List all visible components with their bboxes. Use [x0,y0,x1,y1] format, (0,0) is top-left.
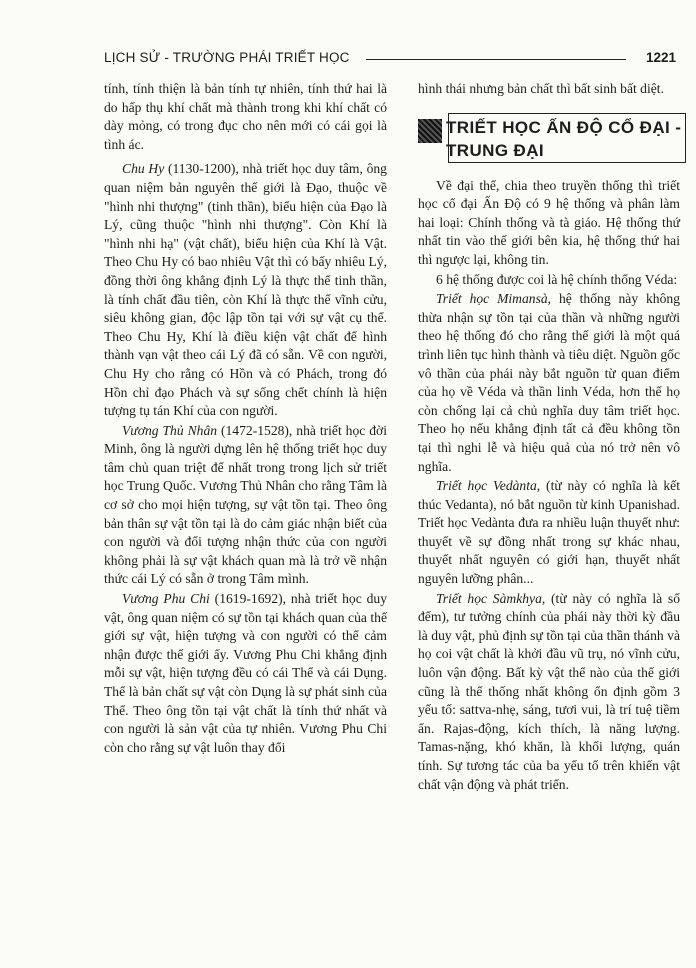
paragraph: hình thái nhưng bản chất thì bất sinh bất diệt. [418,81,664,96]
paragraph: 6 hệ thống được coi là hệ chính thống Véda: [436,271,678,287]
paragraph-text: (1130-1200), nhà triết học duy tâm, ông quan niệm bản nguyên thế giới là Đạo, thuộc về "hình nhi thượng" (tinh thần), biểu hiện của Đạo là Lý, cũng thuộc "hình nhi thượng". Còn Khí là "hình nhi hạ" (vật chất), biểu hiện của Khí là Vật. Theo Chu Hy có bao nhiêu Vật thì có bấy nhiêu Lý, đồng thời ông khẳng định Lý là thực thể tinh thần, là tính chất đầu tiên, còn Khí là thực thể vĩnh cửu, siêu không gian, độc lập tồn tại với sự vật cụ thể. Theo Chu Hy, Khí là điều kiện vật chất để hình thành vạn vật theo cái Lý đã có sẵn. Về con người, Chu Hy cho rằng có Hồn và có Phách, trong đó Hồn chỉ đạo Phách và sự sống chết chính là hiện tượng tụ tán Khí của con người. [104,161,387,419]
running-header [104,48,676,70]
person-name: Chu Hy [122,161,165,177]
paragraph-text: (1472-1528), nhà triết học đời Minh, ông là người dựng lên hệ thống triết học duy tâm chủ quan triệt để nhất trong trong lịch sử triết học Trung Quốc. Vương Thủ Nhân cho rằng Tâm là cơ sở cho mọi hiện tượng, sự vật tồn tại. Theo ông bản thân sự vật tồn tại là do cảm giác nhận biết của con người và đối tượng nhận thức của con người không phải là sự vật khách quan mà là trở về nhận thức cái Lý có sẵn ở trong Tâm mình. [104,422,387,587]
left-column [104,80,387,757]
section-heading [418,113,680,165]
section-title-line-1: TRIẾT HỌC ẤN ĐỘ CỔ ĐẠI - [446,117,682,137]
paragraph-text: (1619-1692), nhà triết học duy vật, ông quan niệm có sự tồn tại khách quan của thế giới sự vật, hiện tượng và con người có thể cảm nhận được thế giới ấy. Vương Phu Chi khẳng định mỗi sự vật, hiện tượng đều có cái Thể và cái Dụng. Thể là bản chất sự vật còn Dụng là sự phát sinh của Thể. Theo ông tồn tại vật chất là tính thứ nhất và con người là sản vật của tự nhiên. Vương Phu Chi còn cho rằng sự vật luôn thay đổi [104,591,387,755]
paragraph-vuong-phu-chi [104,590,387,757]
paragraph-vedanta [418,477,680,589]
paragraph: Về đại thể, chia theo truyền thống thì triết học cổ đại Ấn Độ có 9 hệ thống và phân làm hai loại: Chính thống và tà giáo. Hệ thống thứ nhất tin vào thế giới bên kia, hệ thống thứ hai thì ngược lại, không tin. [418,177,680,267]
paragraph-samkhya [418,590,680,795]
section-title [446,116,688,162]
school-name: Triết học Vedànta [436,478,537,494]
header-rule [366,59,626,60]
school-name: Triết học Mimansà [436,291,548,307]
paragraph-mimansa [418,290,680,476]
paragraph-vuong-thu-nhan [104,422,387,589]
page-number: 1221 [645,50,676,65]
person-name: Vương Thủ Nhân [122,422,218,438]
paragraph: tính, tính thiện là bản tính tự nhiên, tính thứ hai là do hấp thụ khí chất mà thành trong khi khí chất có dày mỏng, có trong đục cho nên mới có cái gọi là tình ác. [104,81,387,152]
paragraph-text: , (từ này có nghĩa là số đếm), tư tưởng chính của phái này thời kỳ đầu là duy vật, phủ định sự tồn tại của thần thánh và họ coi vật chất là khởi đầu vũ trụ, nó vĩnh cửu, luôn vận động. Bất kỳ vật thể nào của thế giới cũng là thể thống nhất không ổn định gồm 3 yếu tố: sattva-nhẹ, sáng, tươi vui, là trí tuệ tiềm ẩn. Rajas-động, kích thích, là năng lượng. Tamas-nặng, khó khăn, là khối lượng, quán tính. Sự tương tác của ba yếu tố trên khiến vật chất vận động và phát triển. [418,590,680,792]
right-column [418,80,680,794]
person-name: Vương Phu Chi [122,591,210,607]
paragraph-chu-hy [104,160,387,420]
running-header-title: LỊCH SỬ - TRƯỜNG PHÁI TRIẾT HỌC [104,50,350,65]
section-marker-icon [418,119,442,143]
section-title-line-2: TRUNG ĐẠI [446,140,545,160]
paragraph-text: , hệ thống này không thừa nhận sự tồn tại của thần và những người theo hệ thống đó cho rằng thế giới là một quá trình liên tục hình thành và tiêu diệt. Nguồn gốc vô thần của phái này bắt nguồn từ quan điểm của họ về Véda và thần linh Véda, hơn thế họ còn chống lại cả chủ nghĩa duy tâm triết học. Theo họ nếu khẳng định tất cả đều không tồn tại thì nghi lễ và hiệu quả của nó trở nên vô nghĩa. [418,291,680,474]
school-name: Triết học Sàmkhya [436,590,542,606]
paragraph-text: , (từ này có nghĩa là kết thúc Vedanta), nó bắt nguồn từ kinh Upanishad. Triết học Vedànta đưa ra nhiều luận thuyết như: thuyết về sự đồng nhất trong sự khác nhau, thuyết nhất nguyên có giới hạn, thuyết nhất nguyên lưỡng phân... [418,478,680,587]
